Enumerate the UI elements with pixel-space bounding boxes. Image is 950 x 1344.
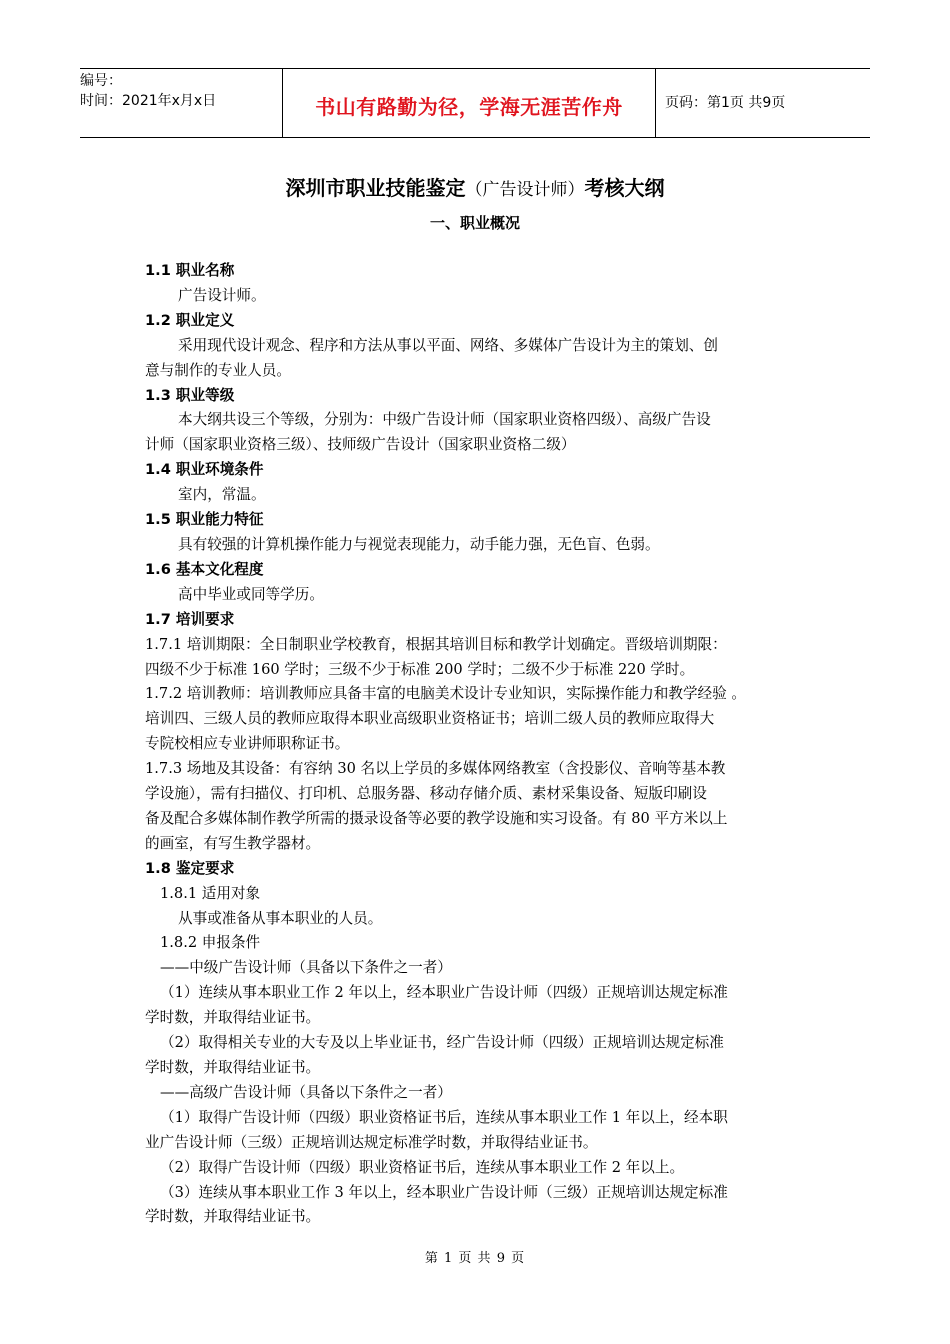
paragraph: 四级不少于标准 160 学时；三级不少于标准 200 学时；二级不少于标准 220 学时。 bbox=[145, 660, 695, 678]
heading-1-5: 1.5 职业能力特征 bbox=[145, 511, 264, 529]
page-footer: 第 1 页 共 9 页 bbox=[424, 1251, 526, 1266]
paragraph: （2）取得广告设计师（四级）职业资格证书后，连续从事本职业工作 2 年以上。 bbox=[160, 1158, 685, 1176]
paragraph: 室内，常温。 bbox=[178, 486, 266, 504]
paragraph: （1）取得广告设计师（四级）职业资格证书后，连续从事本职业工作 1 年以上，经本职 bbox=[160, 1108, 728, 1126]
paragraph: 学时数，并取得结业证书。 bbox=[145, 1059, 321, 1076]
header-motto: 书山有路勤为径，学海无涯苦作舟 bbox=[315, 95, 623, 119]
paragraph: 培训四、三级人员的教师应取得本职业高级职业资格证书；培训二级人员的教师应取得大 bbox=[145, 710, 715, 728]
paragraph: 学时数，并取得结业证书。 bbox=[145, 1009, 321, 1027]
paragraph: 意与制作的专业人员。 bbox=[145, 361, 291, 379]
document-body bbox=[145, 259, 813, 1230]
document-number-label: 编号： bbox=[80, 73, 122, 89]
paragraph: 具有较强的计算机操作能力与视觉表现能力，动手能力强，无色盲、色弱。 bbox=[178, 535, 660, 553]
paragraph: 广告设计师。 bbox=[178, 286, 266, 304]
heading-1-6: 1.6 基本文化程度 bbox=[145, 560, 264, 578]
heading-1-3: 1.3 职业等级 bbox=[145, 386, 235, 404]
paragraph: 高中毕业或同等学历。 bbox=[178, 585, 324, 603]
heading-1-4: 1.4 职业环境条件 bbox=[145, 461, 264, 479]
paragraph: 学时数，并取得结业证书。 bbox=[145, 1208, 321, 1226]
paragraph: 专院校相应专业讲师职称证书。 bbox=[145, 735, 350, 753]
paragraph: 1.7.3 场地及其设备：有容纳 30 名以上学员的多媒体网络教室（含投影仪、音响等基本教 bbox=[145, 760, 726, 778]
header-motto-cell bbox=[282, 69, 656, 137]
paragraph: 采用现代设计观念、程序和方法从事以平面、网络、多媒体广告设计为主的策划、创 bbox=[178, 336, 718, 354]
document-title-paren: （广告设计师） bbox=[465, 180, 585, 200]
subheading-1-8-2: 1.8.2 申报条件 bbox=[160, 934, 261, 952]
paragraph: 从事或准备从事本职业的人员。 bbox=[178, 909, 383, 927]
paragraph: （3）连续从事本职业工作 3 年以上，经本职业广告设计师（三级）正规培训达规定标准 bbox=[160, 1183, 728, 1201]
paragraph: 备及配合多媒体制作教学所需的摄录设备等必要的教学设施和实习设备。有 80 平方米以上 bbox=[145, 809, 728, 827]
paragraph: 1.7.2 培训教师：培训教师应具备丰富的电脑美术设计专业知识，实际操作能力和教学经验 。 bbox=[145, 685, 746, 703]
paragraph: 计师（国家职业资格三级）、技师级广告设计（国家职业资格二级） bbox=[145, 436, 576, 454]
heading-1-8: 1.8 鉴定要求 bbox=[145, 859, 235, 877]
paragraph: ——高级广告设计师（具备以下条件之一者） bbox=[160, 1083, 452, 1101]
paragraph: ——中级广告设计师（具备以下条件之一者） bbox=[160, 959, 452, 977]
header-page-info: 页码：第1页 共9页 bbox=[665, 95, 786, 111]
document-time-label: 时间：2021年x月x日 bbox=[80, 93, 217, 109]
paragraph: （2）取得相关专业的大专及以上毕业证书，经广告设计师（四级）正规培训达规定标准 bbox=[160, 1034, 724, 1052]
paragraph: 业广告设计师（三级）正规培训达规定标准学时数，并取得结业证书。 bbox=[145, 1133, 598, 1151]
page-header bbox=[80, 68, 870, 138]
section-title: 一、职业概况 bbox=[429, 214, 520, 232]
heading-1-7: 1.7 培训要求 bbox=[145, 610, 235, 628]
paragraph: 1.7.1 培训期限：全日制职业学校教育，根据其培训目标和教学计划确定。晋级培训期限： bbox=[145, 635, 727, 653]
paragraph: 本大纲共设三个等级，分别为：中级广告设计师（国家职业资格四级）、高级广告设 bbox=[178, 411, 711, 429]
paragraph: 学设施），需有扫描仪、打印机、总服务器、移动存储介质、素材采集设备、短版印刷设 bbox=[145, 785, 707, 803]
paragraph: 的画室，有写生教学器材。 bbox=[145, 834, 321, 852]
document-title-main: 深圳市职业技能鉴定 bbox=[285, 176, 466, 200]
document-title-tail: 考核大纲 bbox=[584, 176, 665, 200]
document-title bbox=[0, 172, 950, 201]
paragraph: （1）连续从事本职业工作 2 年以上，经本职业广告设计师（四级）正规培训达规定标准 bbox=[160, 984, 728, 1002]
header-left-cell bbox=[80, 69, 280, 139]
heading-1-2: 1.2 职业定义 bbox=[145, 311, 235, 329]
heading-1-1: 1.1 职业名称 bbox=[145, 262, 235, 279]
subheading-1-8-1: 1.8.1 适用对象 bbox=[160, 884, 261, 902]
